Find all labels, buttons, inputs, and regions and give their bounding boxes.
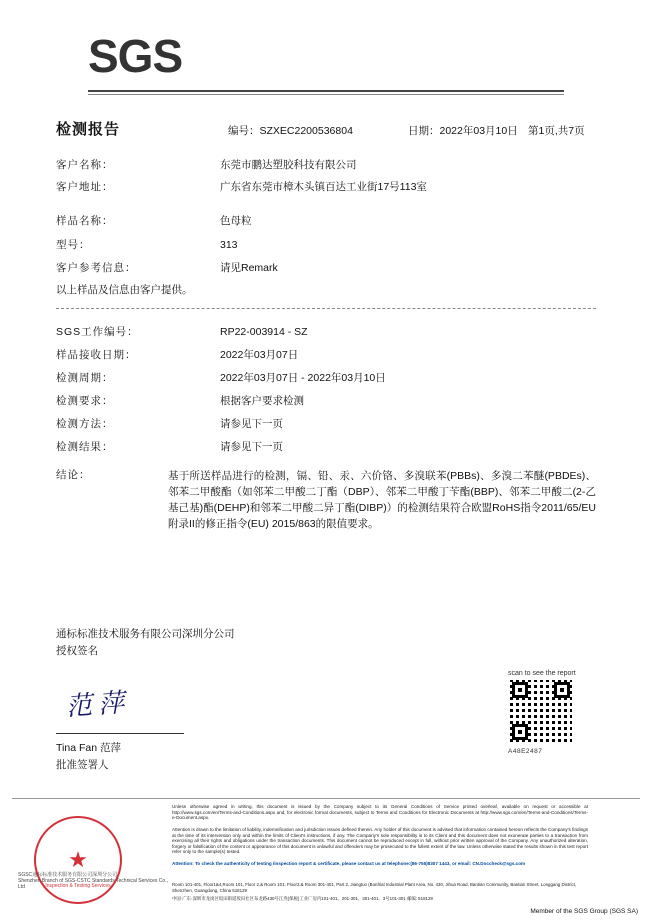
official-red-stamp bbox=[34, 816, 122, 904]
section-divider bbox=[56, 308, 596, 309]
stamp-note-line2: Shenzhen Branch of SGS-CSTC Standards Technical Services Co., Ltd bbox=[18, 878, 168, 890]
customer-name-value: 东莞市鹏达塑胶科技有限公司 bbox=[220, 159, 357, 171]
signatory-name: Tina Fan 范萍 bbox=[56, 742, 121, 754]
sample-reference-value: 请见Remark bbox=[220, 262, 278, 274]
header-rule-secondary bbox=[88, 94, 564, 95]
sample-model-label: 型号： bbox=[56, 239, 91, 251]
sample-reference-label: 客户参考信息： bbox=[56, 262, 137, 274]
sgs-logo-text: SGS bbox=[88, 30, 183, 82]
job-number-label: SGS工作编号： bbox=[56, 326, 139, 338]
customer-address-value: 广东省东莞市樟木头镇百达工业街17号113室 bbox=[220, 181, 427, 193]
test-method-label: 检测方法： bbox=[56, 418, 114, 430]
footer-verify-notice: Attention: To check the authenticity of testing /inspection report & certificate, please contact us at telephone:(86-755)8307 1443, or email: CN.Doccheck@sgs.com bbox=[172, 861, 526, 866]
test-result-value: 请参见下一页 bbox=[220, 441, 283, 453]
conclusion-label: 结论： bbox=[56, 469, 91, 481]
footer-address-cn: 中国·广东·深圳市龙岗区坂田街道坂田社区布龙路430号江焘(保税)工业厂房内101-401、201-301、301-401、3号101-301 邮编: 518129 bbox=[172, 896, 433, 901]
customer-address-label: 客户地址： bbox=[56, 181, 114, 193]
report-date bbox=[408, 123, 518, 138]
sample-model-value: 313 bbox=[220, 239, 238, 251]
sample-name-value: 色母粒 bbox=[220, 215, 252, 227]
handwritten-signature: 范萍 bbox=[65, 687, 132, 722]
conclusion-value: 基于所送样品进行的检测，镉、铅、汞、六价铬、多溴联苯(PBBs)、多溴二苯醚(PBDEs)、邻苯二甲酸酯（如邻苯二甲酸二丁酯（DBP）、邻苯二甲酸丁苄酯(BBP)、邻苯二甲酸二(2-乙基己基)酯(DEHP)和邻苯二甲酸二异丁酯(DIBP)）的检测结果符合欧盟RoHS指令2011/65/EU附录II的修正指令(EU) 2015/863的限值要求。 bbox=[168, 470, 596, 530]
qr-eye-bottom-left bbox=[512, 724, 528, 740]
report-number-value: SZXEC2200536804 bbox=[259, 125, 353, 137]
footer-member-line: Member of the SGS Group (SGS SA) bbox=[530, 908, 638, 915]
stamp-star-icon: ★ bbox=[68, 847, 88, 872]
stamp-bottom-text: Inspection & Testing Services bbox=[45, 883, 111, 889]
qr-caption: scan to see the report bbox=[508, 670, 576, 677]
test-method-value: 请参见下一页 bbox=[220, 418, 283, 430]
sgs-logo bbox=[88, 30, 182, 82]
signatory-role: 批准签署人 bbox=[56, 759, 109, 771]
qr-id: A48E2487 bbox=[508, 748, 543, 755]
received-date-label: 样品接收日期： bbox=[56, 349, 137, 361]
authorized-signature-label: 授权签名 bbox=[56, 645, 98, 657]
job-number-value: RP22-003914 - SZ bbox=[220, 326, 308, 338]
sample-provided-note: 以上样品及信息由客户提供。 bbox=[56, 284, 193, 296]
sample-name-label: 样品名称： bbox=[56, 215, 114, 227]
header-rule bbox=[88, 90, 564, 92]
report-number bbox=[228, 123, 353, 138]
page-indicator: 第1页,共7页 bbox=[528, 125, 585, 137]
signature-line bbox=[56, 733, 184, 734]
page-title: 检测报告 bbox=[56, 121, 121, 138]
stamp-company-note bbox=[18, 872, 170, 890]
qr-eye-top-right bbox=[554, 682, 570, 698]
footer-terms: Unless otherwise agreed in writing, this document is issued by the Company subject to its General Conditions of Service printed overleaf, available on request or accessible at http://www.sgs.com/en/Terms-and-Conditions.aspx and, for electronic format documents, subject to Terms and Conditions for Electronic Documents at http://www.sgs.com/en/Terms-and-Conditions/Terms-e-Document.aspx. bbox=[172, 804, 588, 821]
customer-name-label: 客户名称： bbox=[56, 159, 114, 171]
test-period-label: 检测周期： bbox=[56, 372, 114, 384]
footer-address-en: Room 101-401, Floor1&4,Room 101, Floor 2,& Room 101, Floor3,& Room 301-401, Part 2, Jiangtuo (Bonfrial Industrial Plant Area, No. 430, Jihua Road, Bantian Community, Bantian Street, Longgang District, Shenzhen, Guangdong, China 518129 bbox=[172, 882, 577, 893]
report-date-value: 2022年03月10日 bbox=[439, 125, 518, 137]
test-period-value: 2022年03月07日 - 2022年03月10日 bbox=[220, 372, 386, 384]
test-requirement-value: 根据客户要求检测 bbox=[220, 395, 304, 407]
stamp-note-line1: SGSC通标标准技术服务有限公司深圳分公司 bbox=[18, 872, 118, 878]
signing-company: 通标标准技术服务有限公司深圳分公司 bbox=[56, 628, 235, 640]
test-result-label: 检测结果： bbox=[56, 441, 114, 453]
test-requirement-label: 检测要求： bbox=[56, 395, 114, 407]
footer-divider bbox=[12, 798, 640, 799]
received-date-value: 2022年03月07日 bbox=[220, 349, 299, 361]
qr-code-icon[interactable] bbox=[508, 678, 574, 744]
qr-eye-top-left bbox=[512, 682, 528, 698]
report-date-label: 日期： bbox=[408, 125, 440, 137]
footer-attention: Attention is drawn to the limitation of liability, indemnification and jurisdiction issues defined therein. Any holder of this document is advised that information contained hereon reflects the Company's findings at the time of its intervention only and within the limits of Client's instructions, if any. The Company's sole responsibility is to its Client and this document does not exonerate parties to a transaction from exercising all their rights and obligations under the transaction documents. This document cannot be reproduced except in full, without prior written approval of the Company. Any unauthorized alteration, forgery or falsification of the content or appearance of this document is unlawful and offenders may be prosecuted to the fullest extent of the law. Unless otherwise stated the results shown in this test report refer only to the sample(s) tested. bbox=[172, 827, 588, 855]
report-number-label: 编号： bbox=[228, 125, 260, 137]
